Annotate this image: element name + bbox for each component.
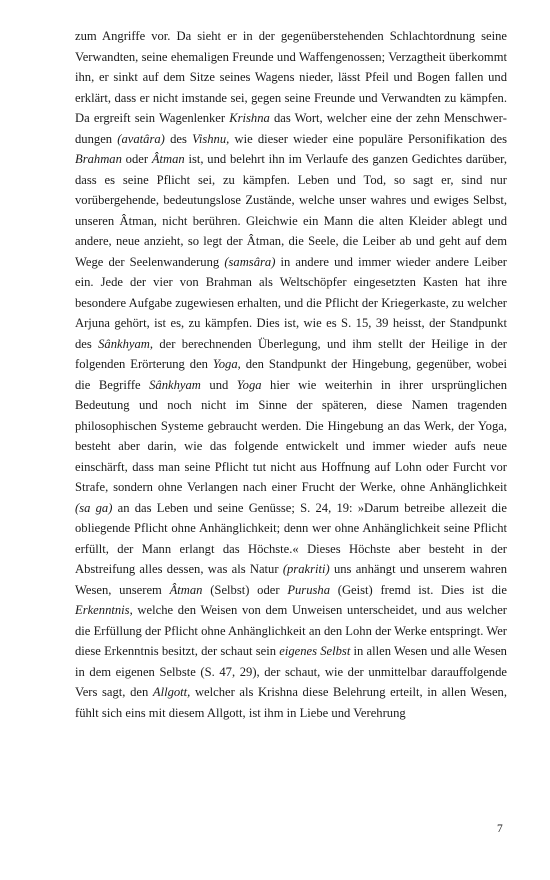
text-run: hier wie weiterhin in ihrer ursprünglichen Bedeutung und noch nicht im Sinne der späteren, diese Namen tragenden philosophischen Systeme gebraucht werden. Die Hingebung an das Werk, der Yoga, besteht aber darin, wie das folgende entwickelt und immer wieder aufs neue einschärft, dass man seine Pflicht tut nicht aus Hoffnung auf Lohn oder Furcht vor Strafe, sondern ohne Verlangen nach einer Frucht der Werke, ohne Anhänglichkeit [75,377,508,494]
text-run: wie dieser wieder eine populäre Personifikation des [229,131,507,146]
italic-term: Sânkhyam, [98,336,154,351]
italic-term: Âtman [151,152,185,166]
italic-term: Vishnu, [192,131,230,146]
text-run: des [164,131,193,146]
italic-term: (prakriti) [282,562,330,576]
italic-term: (avatâra) [117,131,165,146]
text-run: welche den Weisen von dem Unweisen unterscheidet, und aus welcher die Erfüllung der Pflicht ohne Anhänglichkeit an den Lohn der Werke entspringt. Wer diese Erkenntnis besitzt, der schaut sein [75,603,507,658]
text-run: ist, und belehrt ihn im Verlaufe des ganzen Gedichtes darüber, dass es seine Pflicht sei, zu kämpfen. Leben und Tod, so sagt er, sind nur vorübergehende, bedeutungslose Zustände, welche unser wahres und ewiges Selbst, unseren Âtman, nicht berühren. Gleichwie ein Mann die alten Kleider ablegt und andere, neue anzieht, so legt der Âtman, die Seele, die Leiber ab und geht auf dem Wege der Seelenwanderung [75,152,507,269]
italic-term: Allgott, [152,685,191,699]
text-run: oder [121,152,152,166]
italic-term: Yoga [236,377,262,392]
italic-term: (sa ga) [75,500,113,515]
italic-term: Brahman [75,152,122,166]
italic-term: Purusha [287,582,330,597]
italic-term: Sânkhyam [149,377,201,392]
text-run: an das Leben und seine Genüsse; S. 24, 19: »Darum betreibe allezeit die obliegende Pflicht ohne Anhänglichkeit; denn wer ohne Anhänglichkeit seine Pflicht erfüllt, der Mann erlangt das Höchste.« Dieses Höchste aber besteht in der Abstreifung alles dessen, was als Natur [75,500,508,576]
text-run: das Wort, welcher eine der zehn Menschwerdungen [75,111,507,146]
body-text [75,26,507,723]
text-run: und [200,377,237,392]
italic-term: (samsâra) [224,254,276,269]
text-run: (Selbst) oder [202,582,288,597]
italic-term: Erkenntnis, [75,603,133,617]
italic-term: Yoga, [212,357,241,371]
paragraph [75,26,507,723]
italic-term: eigenes Selbst [279,644,351,658]
text-run: den Standpunkt der Hingebung, gegenüber, wobei die Begriffe [75,357,507,392]
text-run: der berechnenden Überlegung, und ihm stellt der Heilige in der folgenden Erörterung den [75,336,507,371]
text-run: in allen Wesen und alle Wesen in dem eigenen Selbste (S. 47, 29), der schaut, wie der unmittelbar darauffolgende Vers sagt, den [75,644,507,699]
italic-term: Krishna [229,111,270,125]
text-run: in andere und immer wieder andere Leiber ein. Jede der vier von Brahman als Weltschöpfer eingesetzten Kasten hat ihre besondere Aufgabe zugewiesen erhalten, und die Pflicht der Kriegerkaste, zu welcher Arjuna gehört, ist es, zu kämpfen. Dies ist, wie es S. 15, 39 heisst, der Standpunkt des [75,254,507,351]
text-run: zum Angriffe vor. Da sieht er in der gegenüberstehenden Schlachtordnung seine Verwandten, seine ehemaligen Freunde und Waffengenossen; Verzagtheit überkommt ihn, er sinkt auf dem Sitze seines Wagens nieder, lässt Pfeil und Bogen fallen und erklärt, dass er nicht imstande sei, gegen seine Freunde und Verwandten zu kämpfen. Da ergreift sein Wagenlenker [75,29,507,125]
italic-term: Âtman [169,582,203,597]
text-run: welcher als Krishna diese Belehrung erteilt, in allen Wesen, fühlt sich eins mit diesem Allgott, ist ihm in Liebe und Verehrung [75,685,507,720]
page-number: 7 [497,823,503,835]
text-run: (Geist) fremd ist. Dies ist die [330,582,507,597]
text-run: uns anhängt und unserem wahren Wesen, unserem [75,562,507,597]
